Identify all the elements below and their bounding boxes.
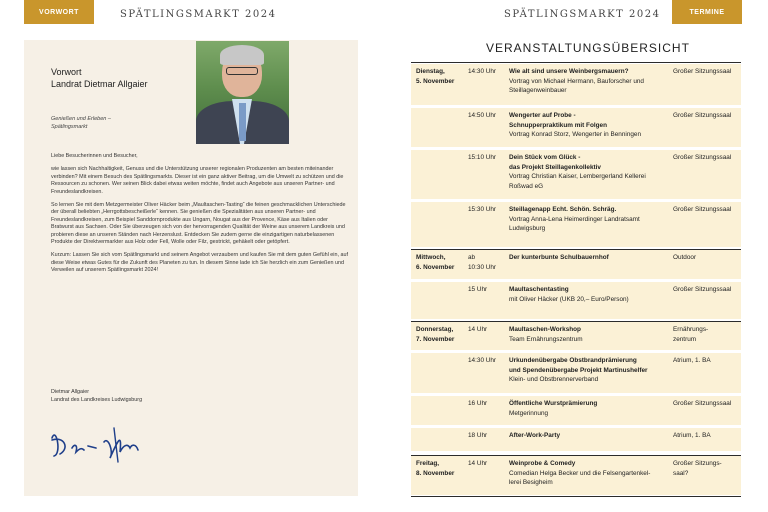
foreword-body [51, 153, 351, 281]
event-day-line: Donnerstag, [416, 326, 454, 333]
event-time [468, 205, 496, 215]
foreword-paragraph-1: wie lassen sich Nachhaltigkeit, Genuss und die Unterstützung unserer regionalen Produzenten am besten miteinander verbinden? Mit einem Besuch des Spätlingsmarkts. Dieser ist ein ganz aktiver Beitrag, um die Umwelt zu schützen und die Ressourcen zu schonen. Wer seinen Blick dabei etwas weiten möchte, findet auch Angebote aus unseren Partner- und Freundeslandkreisen. [51, 166, 344, 195]
event-description-line: Vortrag Konrad Storz, Wengerter in Benningen [509, 131, 642, 138]
event-title [509, 205, 616, 215]
event-title [509, 459, 575, 469]
event-row[interactable] [411, 64, 741, 105]
event-location-line: Großer Sitzungssaal [673, 286, 732, 293]
event-title-line: Urkundenübergabe Obstbrandprämierung [509, 357, 637, 364]
event-title [509, 111, 607, 130]
event-time-line: 16 Uhr [468, 400, 488, 407]
event-location [673, 459, 722, 478]
foreword-heading-line1: Vorwort [51, 67, 82, 77]
event-time-line: ab [468, 254, 476, 261]
event-row[interactable] [411, 250, 741, 279]
event-description-line: Vortrag Anna-Lena Heimerdinger Landratsamt [509, 215, 640, 223]
event-description-line: Team Ernährungszentrum [509, 335, 583, 343]
event-location [673, 285, 731, 295]
event-title [509, 67, 629, 77]
event-time-line: 15:30 Uhr [468, 206, 497, 213]
handwritten-signature [48, 418, 158, 468]
event-description-line: Metgerinnung [509, 409, 549, 417]
foreword-paragraph-3: Kurzum: Lassen Sie sich vom Spätlingsmarkt und seinem Angebot verzaubern und kaufen Sie mit dem guten Gefühl ein, auf diese Weise etwas Gutes für die Zukunft des Planeten zu tun. In diesem Sinne lade ich Sie herzlich ein zum Genießen und Verweilen auf unserem Spätlingsmarkt 2024! [51, 252, 348, 274]
event-location-line: saal? [673, 469, 689, 477]
event-location-line: Großer Sitzungssaal [673, 400, 732, 407]
event-description [509, 130, 641, 140]
event-time-line: 14:50 Uhr [468, 112, 497, 119]
event-description-line: Ludwigsburg [509, 225, 546, 232]
event-description [509, 409, 548, 419]
event-day [416, 459, 454, 478]
event-location-line: Großer Sitzungssaal [673, 154, 732, 161]
event-description-line: Klein- und Obstbrennerverband [509, 376, 599, 383]
event-day-line: Freitag, [416, 460, 440, 467]
event-title-line: Dein Stück vom Glück - [509, 154, 581, 161]
event-location-line: Großer Sitzungssaal [673, 68, 732, 75]
event-day-line: Mittwoch, [416, 254, 446, 261]
event-title [509, 153, 601, 172]
event-day [416, 253, 454, 272]
event-location [673, 399, 731, 409]
event-location-line: Großer Sitzungs- [673, 460, 722, 467]
event-title-line: Maultaschen-Workshop [509, 326, 581, 333]
header-title-right: SPÄTLINGSMARKT 2024 [504, 9, 661, 20]
event-title-line: Maultaschentasting [509, 286, 569, 293]
event-description-line: mit Oliver Häcker (UKB 20,– Euro/Person) [509, 295, 629, 303]
event-title-line: After-Work-Party [509, 432, 561, 439]
event-time-line: 15:10 Uhr [468, 154, 497, 161]
event-description [509, 172, 646, 191]
event-description [509, 77, 644, 96]
event-description-line: lerei Besigheim [509, 479, 553, 486]
foreword-paragraph-2: So lernen Sie mit dem Metzgermeister Oliver Häcker beim „Maultaschen-Tasting“ die feinen geschmacklichen Unterschiede der überall beliebten „Herrgottsbescheißerle“ kennen. Sie genießen die Spezialitäten aus unseren Partner- und Freundeslandkreisen, zum Beispiel Sanddornprodukte aus Ungarn, Nougat aus der Provence, Käse aus Italien oder Bratwurst aus Sachsen. Oder Sie überzeugen sich von der hervorragenden Qualität der Weine aus unserem Landkreis und probieren diese an unseren Ständen nach Herzenslust. Entdecken Sie zudem gerne die einzigartigen naturbelassenen Produkte der Direktvermarkter aus Holz oder Fell, Wolle oder Filz, gestrickt, gehäkelt oder getöpfert. [51, 202, 346, 246]
event-time-line: 15 Uhr [468, 286, 488, 293]
event-description [509, 335, 583, 345]
event-time-line: 18 Uhr [468, 432, 488, 439]
event-title-line: Schnupperpraktikum mit Folgen [509, 121, 608, 129]
event-title-line: Wie alt sind unsere Weinbergsmauern? [509, 68, 629, 75]
event-time [468, 285, 487, 295]
event-location [673, 325, 708, 344]
event-location [673, 153, 731, 163]
event-description [509, 375, 598, 385]
event-time [468, 431, 487, 441]
event-time-line: 14:30 Uhr [468, 357, 497, 364]
event-description-line: Vortrag von Michael Hermann, Bauforscher und [509, 77, 644, 85]
section-tab-vorwort[interactable]: VORWORT [24, 0, 94, 24]
event-title-line: Steillagenapp Echt. Schön. Schräg. [509, 206, 617, 213]
event-title-line: das Projekt Steillagenkollektiv [509, 163, 601, 171]
event-time-line: 14 Uhr [468, 326, 488, 333]
header-title-left: SPÄTLINGSMARKT 2024 [120, 9, 277, 20]
event-location [673, 111, 731, 121]
event-row[interactable] [411, 108, 741, 147]
event-row[interactable] [411, 282, 741, 319]
event-day [416, 325, 454, 344]
event-time [468, 399, 487, 409]
event-description [509, 215, 640, 234]
event-day-line: 8. November [416, 469, 455, 477]
event-day-line: 5. November [416, 77, 455, 85]
event-row[interactable] [411, 202, 741, 247]
foreword-greeting: Liebe Besucherinnen und Besucher, [51, 153, 138, 159]
event-location-line: Großer Sitzungssaal [673, 112, 732, 119]
section-tab-termine[interactable]: TERMINE [672, 0, 742, 24]
event-row[interactable] [411, 428, 741, 451]
event-time-line: 14 Uhr [468, 460, 488, 467]
event-location [673, 253, 696, 263]
signoff-name: Dietmar Allgaier [51, 389, 90, 395]
event-title-line: Öffentliche Wurstprämierung [509, 400, 598, 407]
event-day-line: 6. November [416, 263, 455, 271]
event-title-line: Der kunterbunte Schulbauernhof [509, 254, 609, 261]
event-title-line: und Spendenübergabe Projekt Martinushelfer [509, 366, 648, 374]
foreword-heading-line2: Landrat Dietmar Allgaier [51, 79, 148, 89]
event-title [509, 431, 560, 441]
event-location [673, 356, 711, 366]
event-title-line: Wengerter auf Probe - [509, 112, 576, 119]
event-title [509, 399, 597, 409]
event-description-line: Roßwad eG [509, 182, 544, 190]
foreword-heading [51, 66, 148, 90]
event-description [509, 469, 650, 488]
event-row[interactable] [411, 456, 741, 495]
event-title [509, 356, 648, 375]
event-row[interactable] [411, 150, 741, 199]
portrait-photo [196, 41, 289, 144]
event-location-line: Atrium, 1. BA [673, 432, 711, 439]
event-time [468, 325, 487, 335]
event-title [509, 285, 569, 295]
event-description-line: Vortrag Christian Kaiser, Lembergerland Kellerei [509, 173, 646, 180]
event-title [509, 253, 609, 263]
event-title-line: Weinprobe & Comedy [509, 460, 576, 467]
event-time-line: 10:30 Uhr [468, 263, 497, 271]
signoff-title: Landrat des Landkreises Ludwigsburg [51, 396, 143, 403]
event-time [468, 67, 496, 77]
event-location [673, 431, 711, 441]
foreword-subtitle [51, 115, 111, 131]
event-time [468, 253, 496, 272]
event-day [416, 67, 454, 86]
event-description [509, 295, 629, 305]
event-time [468, 459, 487, 469]
day-separator [411, 496, 741, 497]
event-description-line: Steillagenweinbauer [509, 87, 567, 94]
event-location-line: Großer Sitzungssaal [673, 206, 732, 213]
event-location-line: Ernährungs- [673, 326, 709, 333]
foreword-signoff [51, 389, 142, 404]
event-location [673, 205, 731, 215]
event-location-line: Outdoor [673, 254, 697, 261]
event-day-line: 7. November [416, 335, 455, 343]
event-time [468, 356, 496, 366]
event-time [468, 153, 496, 163]
event-location-line: zentrum [673, 335, 697, 343]
event-row[interactable] [411, 353, 741, 393]
foreword-subtitle-line1: Genießen und Erleben – [51, 116, 111, 122]
event-time [468, 111, 496, 121]
event-description-line: Comedian Helga Becker und die Felsengartenkel- [509, 469, 651, 477]
event-day-line: Dienstag, [416, 68, 445, 75]
schedule-heading: VERANSTALTUNGSÜBERSICHT [486, 41, 690, 55]
event-location [673, 67, 731, 77]
event-time-line: 14:30 Uhr [468, 68, 497, 75]
day-separator [411, 62, 741, 63]
event-row[interactable] [411, 322, 741, 350]
event-row[interactable] [411, 396, 741, 425]
event-location-line: Atrium, 1. BA [673, 357, 711, 364]
event-title [509, 325, 581, 335]
foreword-subtitle-line2: Spätlingsmarkt [51, 124, 88, 130]
